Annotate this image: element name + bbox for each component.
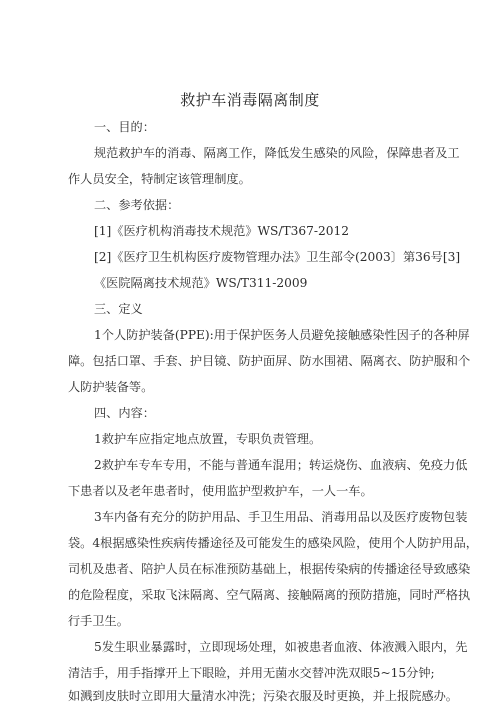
reference-item: [2]《医疗卫生机构医疗废物管理办法》卫生部令(2003〕第36号[3]	[94, 250, 461, 264]
paragraph-line: 下患者以及老年患者时，使用监护型救护车，一人一车。	[68, 484, 373, 498]
paragraph-line: 如溅到皮肤时立即用大量清水冲洗；污染衣服及时更换，并上报院感办。	[68, 689, 458, 703]
document-title: 救护车消毒隔离制度	[180, 91, 320, 109]
paragraph-line: 3车内备有充分的防护用品、手卫生用品、消毒用品以及医疗废物包装	[94, 510, 468, 524]
paragraph-line: 作人员安全，特制定该管理制度。	[68, 172, 251, 186]
paragraph-line: 1个人防护装备(PPE):用于保护医务人员避免接触感染性因子的各种屏	[94, 328, 470, 342]
section-heading-references: 二、参考依据：	[94, 198, 180, 212]
paragraph-line: 司机及患者、陪护人员在标准预防基础上，根据传染病的传播途径导致感染	[68, 562, 471, 576]
paragraph-line: 清洁手，用手指撑开上下眼睑，并用无菌水交替冲洗双眼5~15分钟;	[68, 666, 435, 680]
paragraph-line: 人防护装备等。	[68, 380, 154, 394]
paragraph-line: 规范救护车的消毒、隔离工作，降低发生感染的风险，保障患者及工	[94, 146, 460, 160]
section-heading-definition: 三、定义	[94, 302, 143, 316]
paragraph-line: 行手卫生。	[68, 614, 129, 628]
paragraph-line: 袋。4根据感染性疾病传播途径及可能发生的感染风险，使用个人防护用品，	[68, 536, 478, 550]
section-heading-content: 四、内容：	[94, 406, 155, 420]
reference-item: 《医院隔离技术规范》WS/T311-2009	[94, 276, 308, 290]
paragraph-line: 障。包括口罩、手套、护目镜、防护面屏、防水围裙、隔离衣、防护服和个	[68, 354, 471, 368]
paragraph-line: 2救护车专车专用，不能与普通车混用；转运烧伤、血液病、免疫力低	[94, 458, 468, 472]
reference-item: [1]《医疗机构消毒技术规范》WS/T367-2012	[94, 224, 350, 238]
paragraph-line: 的危险程度，采取飞沫隔离、空气隔离、接触隔离的预防措施，同时严格执	[68, 588, 471, 602]
section-heading-purpose: 一、目的：	[94, 120, 155, 134]
paragraph-line: 1救护车应指定地点放置，专职负责管理。	[94, 432, 322, 446]
paragraph-line: 5发生职业暴露时，立即现场处理，如被患者血液、体液溅入眼内，先	[94, 640, 468, 654]
